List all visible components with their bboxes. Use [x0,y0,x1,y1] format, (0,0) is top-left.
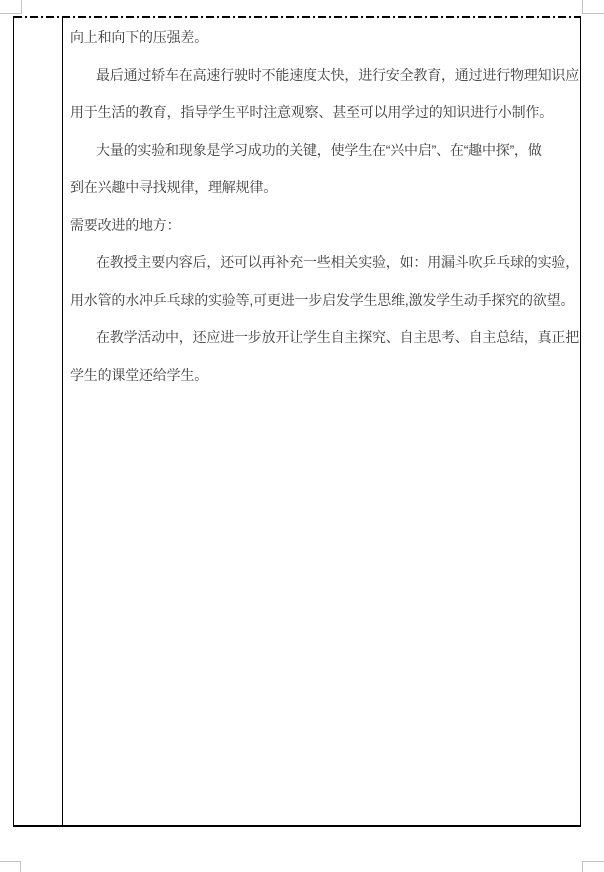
margin-crop-mark-bottom-right [582,861,604,872]
text-line: 向上和向下的压强差。 [70,29,208,45]
margin-crop-mark-top-left [0,0,22,14]
text-line: 最后通过轿车在高速行驶时不能速度太快，进行安全教育，通过进行物理知识应 [96,66,579,83]
cell-text-block [70,19,578,394]
text-line: 用于生活的教育，指导学生平时注意观察、甚至可以用学过的知识进行小制作。 [70,104,553,120]
margin-crop-mark-bottom-left [0,861,21,872]
table-content-cell[interactable] [63,16,580,825]
text-line: 大量的实验和现象是学习成功的关键，使学生在“兴中启”、在“趣中探”，做 [96,141,542,158]
text-line: 在教授主要内容后，还可以再补充一些相关实验，如：用漏斗吹乒乓球的实验， [96,254,579,270]
text-line: 需要改进的地方： [70,216,181,233]
table-top-border-dashed [14,16,580,18]
text-line: 到在兴趣中寻找规律，理解规律。 [70,179,277,195]
review-table [13,16,581,827]
text-line: 用水管的水冲乒乓球的实验等,可更进一步启发学生思维,激发学生动手探究的欲望。 [70,291,575,308]
margin-crop-mark-top-right [582,0,604,14]
text-line: 在教学活动中，还应进一步放开让学生自主探究、自主思考、自主总结，真正把 [96,329,579,345]
table-left-column-empty [14,16,63,825]
text-line: 学生的课堂还给学生。 [70,366,208,383]
